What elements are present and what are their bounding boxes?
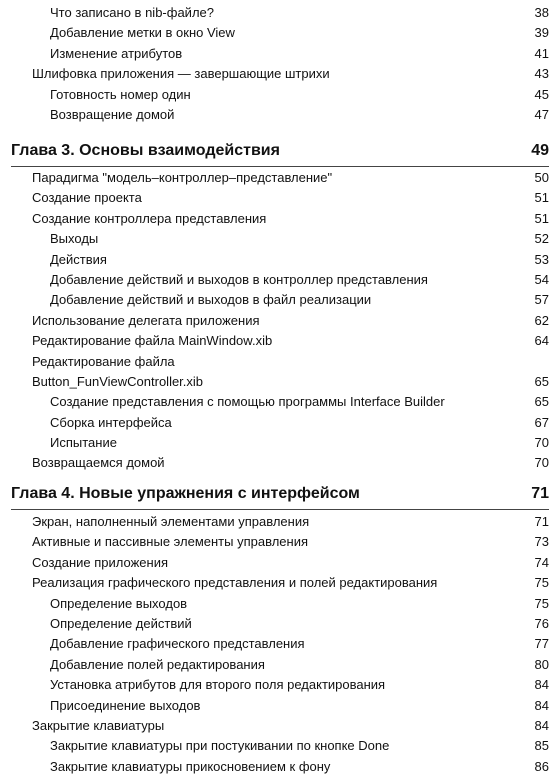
toc-entry-title: Что записано в nib-файле? bbox=[50, 5, 214, 20]
toc-entry-title: Парадигма "модель–контроллер–представление" bbox=[32, 170, 333, 185]
chapter-title: Глава 4. Новые упражнения с интерфейсом bbox=[11, 485, 360, 502]
toc-entry bbox=[0, 372, 560, 392]
toc-entry bbox=[0, 250, 560, 270]
toc-entry bbox=[0, 229, 560, 249]
toc-entry bbox=[0, 757, 560, 777]
toc-entry-title: Добавление метки в окно View bbox=[50, 25, 235, 41]
toc-entry-title: Экран, наполненный элементами управления bbox=[32, 514, 310, 529]
toc-entry bbox=[0, 675, 560, 695]
toc-entry bbox=[0, 594, 560, 614]
toc-entry bbox=[0, 512, 560, 532]
toc-entry bbox=[0, 696, 560, 716]
toc-entry-title: Возвращение домой bbox=[50, 106, 175, 122]
chapter-title: Глава 3. Основы взаимодействия bbox=[11, 142, 280, 159]
toc-entry-page: 62 bbox=[534, 312, 549, 328]
toc-entry bbox=[0, 553, 560, 573]
toc-entry-page: 53 bbox=[534, 251, 549, 267]
chapter-4-divider bbox=[11, 509, 549, 510]
toc-entry-page: 51 bbox=[534, 190, 549, 206]
toc-entry-page: 43 bbox=[534, 66, 549, 82]
toc-entry-title: Добавление действий и выходов в контроллер представления bbox=[50, 271, 428, 287]
toc-entry-title: Добавление полей редактирования bbox=[50, 656, 265, 672]
toc-entry-page: 50 bbox=[534, 170, 549, 185]
toc-entry-title: Активные и пассивные элементы управления bbox=[32, 534, 308, 550]
toc-entry bbox=[0, 614, 560, 634]
toc-entry-page: 38 bbox=[534, 5, 549, 20]
toc-entry-page: 75 bbox=[534, 575, 549, 591]
toc-entry-title: Возвращаемся домой bbox=[32, 455, 165, 471]
toc-entry-title: Закрытие клавиатуры при постукивании по кнопке Done bbox=[50, 738, 390, 754]
chapter-4-entries bbox=[0, 512, 560, 777]
toc-entry bbox=[0, 736, 560, 756]
toc-entry bbox=[0, 23, 560, 43]
toc-entry bbox=[0, 209, 560, 229]
toc-entry-title: Редактирование файла bbox=[32, 353, 175, 369]
toc-entry-title: Установка атрибутов для второго поля редактирования bbox=[50, 677, 386, 693]
toc-entry bbox=[0, 532, 560, 552]
toc-entry-page: 70 bbox=[534, 435, 549, 451]
toc-entry-page: 41 bbox=[534, 45, 549, 61]
toc-entry bbox=[0, 64, 560, 84]
toc-top-section bbox=[0, 3, 560, 125]
toc-entry-page: 54 bbox=[534, 271, 549, 287]
toc-entry-page: 51 bbox=[534, 210, 549, 226]
toc-entry bbox=[0, 188, 560, 208]
toc-entry-page: 71 bbox=[534, 514, 549, 529]
toc-entry-page: 67 bbox=[534, 414, 549, 430]
chapter-3-entries bbox=[0, 168, 560, 474]
toc-entry-page: 84 bbox=[534, 677, 549, 693]
toc-entry-page: 80 bbox=[534, 656, 549, 672]
toc-entry bbox=[0, 634, 560, 654]
toc-entry-title: Редактирование файла MainWindow.xib bbox=[32, 333, 273, 349]
toc-entry bbox=[0, 311, 560, 331]
toc-entry bbox=[0, 433, 560, 453]
chapter-page-number: 71 bbox=[531, 485, 549, 502]
toc-entry-page: 47 bbox=[534, 106, 549, 122]
toc-entry bbox=[0, 168, 560, 188]
toc-entry-title: Использование делегата приложения bbox=[32, 312, 260, 328]
toc-entry-page: 76 bbox=[534, 615, 549, 631]
toc-entry-title: Присоединение выходов bbox=[50, 697, 201, 713]
toc-entry-page: 65 bbox=[534, 373, 549, 389]
toc-entry-page: 86 bbox=[534, 758, 549, 774]
toc-entry-title: Готовность номер один bbox=[50, 86, 191, 102]
toc-entry-title: Действия bbox=[50, 251, 107, 267]
toc-entry bbox=[0, 392, 560, 412]
toc-entry-page: 84 bbox=[534, 697, 549, 713]
toc-entry-title: Добавление действий и выходов в файл реализации bbox=[50, 292, 372, 308]
chapter-3-heading bbox=[0, 140, 560, 162]
toc-entry bbox=[0, 716, 560, 736]
toc-entry bbox=[0, 352, 560, 372]
toc-entry-title: Определение действий bbox=[50, 615, 192, 631]
toc-entry-page: 45 bbox=[534, 86, 549, 102]
toc-entry-title: Изменение атрибутов bbox=[50, 45, 183, 61]
toc-entry-title: Создание контроллера представления bbox=[32, 210, 267, 226]
toc-entry-title: Выходы bbox=[50, 231, 99, 247]
toc-entry-page: 39 bbox=[534, 25, 549, 41]
toc-entry-title: Закрытие клавиатуры bbox=[32, 717, 165, 733]
toc-entry-title: Испытание bbox=[50, 435, 117, 451]
toc-entry-title: Закрытие клавиатуры прикосновением к фону bbox=[50, 758, 331, 774]
toc-entry-title: Button_FunViewController.xib bbox=[32, 373, 204, 389]
toc-entry-title: Определение выходов bbox=[50, 595, 188, 611]
toc-entry bbox=[0, 573, 560, 593]
toc-entry-title: Сборка интерфейса bbox=[50, 414, 172, 430]
toc-entry-page: 57 bbox=[534, 292, 549, 308]
toc-entry-title: Создание проекта bbox=[32, 190, 142, 206]
toc-entry bbox=[0, 331, 560, 351]
toc-entry-page: 75 bbox=[534, 595, 549, 611]
toc-entry-page: 84 bbox=[534, 717, 549, 733]
toc-entry-page: 85 bbox=[534, 738, 549, 754]
toc-entry bbox=[0, 655, 560, 675]
toc-entry bbox=[0, 270, 560, 290]
toc-entry-page: 64 bbox=[534, 333, 549, 349]
toc-entry bbox=[0, 413, 560, 433]
toc-entry-page: 52 bbox=[534, 231, 549, 247]
toc-entry bbox=[0, 453, 560, 473]
toc-entry-title: Добавление графического представления bbox=[50, 636, 305, 652]
toc-entry-page: 77 bbox=[534, 636, 549, 652]
toc-entry-title: Шлифовка приложения — завершающие штрихи bbox=[32, 66, 330, 82]
chapter-page-number: 49 bbox=[531, 142, 549, 159]
toc-entry-page: 74 bbox=[534, 554, 549, 570]
chapter-4-heading bbox=[0, 483, 560, 505]
toc-entry bbox=[0, 3, 560, 23]
toc-entry-page: 65 bbox=[534, 394, 549, 410]
toc-entry-title: Реализация графического представления и полей редактирования bbox=[32, 575, 438, 591]
toc-entry-page: 70 bbox=[534, 455, 549, 471]
toc-entry bbox=[0, 85, 560, 105]
toc-entry-title: Создание представления с помощью программы Interface Builder bbox=[50, 394, 445, 410]
toc-entry-page: 73 bbox=[534, 534, 549, 550]
toc-entry bbox=[0, 44, 560, 64]
toc-entry bbox=[0, 105, 560, 125]
toc-entry-title: Создание приложения bbox=[32, 554, 168, 570]
toc-entry bbox=[0, 290, 560, 310]
chapter-3-divider bbox=[11, 166, 549, 167]
